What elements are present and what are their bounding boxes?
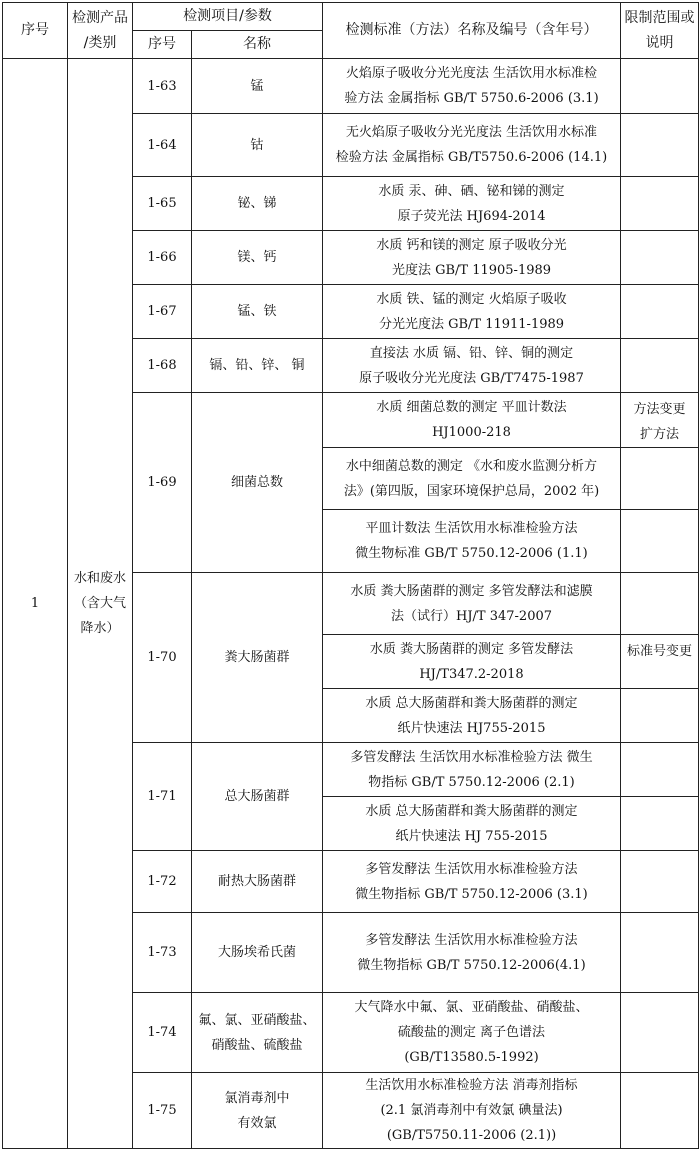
- standard-cell: 火焰原子吸收分光光度法 生活饮用水标准检 验方法 金属指标 GB/T 5750.6-2006 (3.1): [323, 59, 621, 114]
- item-number: 1-68: [133, 339, 192, 393]
- item-name: 大肠埃希氏菌: [192, 913, 323, 993]
- limit-cell: [621, 743, 699, 797]
- limit-cell: [621, 993, 699, 1073]
- limit-cell: [621, 177, 699, 231]
- limit-cell: [621, 114, 699, 177]
- table-row: [3, 59, 699, 114]
- item-number: 1-72: [133, 851, 192, 913]
- limit-cell: 标准号变更: [621, 635, 699, 689]
- limit-cell: [621, 59, 699, 114]
- group-product: 水和废水 （含大气 降水）: [68, 59, 133, 1149]
- header-seq: 序号: [3, 3, 68, 59]
- standard-cell: 水质 总大肠菌群和粪大肠菌群的测定 纸片快速法 HJ 755-2015: [323, 797, 621, 851]
- limit-cell: [621, 797, 699, 851]
- limit-cell: [621, 339, 699, 393]
- item-number: 1-63: [133, 59, 192, 114]
- item-number: 1-75: [133, 1073, 192, 1149]
- standard-cell: 水质 铁、锰的测定 火焰原子吸收 分光光度法 GB/T 11911-1989: [323, 285, 621, 339]
- item-number: 1-67: [133, 285, 192, 339]
- item-name: 铋、锑: [192, 177, 323, 231]
- item-number: 1-73: [133, 913, 192, 993]
- standard-cell: 水中细菌总数的测定 《水和废水监测分析方 法》(第四版，国家环境保护总局，2002 年): [323, 448, 621, 510]
- standard-cell: 水质 汞、砷、硒、铋和锑的测定 原子荧光法 HJ694-2014: [323, 177, 621, 231]
- item-name: 锰、铁: [192, 285, 323, 339]
- item-name: 氟、氯、亚硝酸盐、 硝酸盐、硫酸盐: [192, 993, 323, 1073]
- item-number: 1-71: [133, 743, 192, 851]
- header-product: 检测产品 /类别: [68, 3, 133, 59]
- item-number: 1-74: [133, 993, 192, 1073]
- header-item-group: 检测项目/参数: [133, 3, 323, 31]
- standard-cell: 多管发酵法 生活饮用水标准检验方法 微生物指标 GB/T 5750.12-2006 (3.1): [323, 851, 621, 913]
- item-number: 1-66: [133, 231, 192, 285]
- standard-cell: 多管发酵法 生活饮用水标准检验方法 微生物指标 GB/T 5750.12-2006(4.1): [323, 913, 621, 993]
- item-name: 耐热大肠菌群: [192, 851, 323, 913]
- limit-cell: [621, 573, 699, 635]
- item-name: 氯消毒剂中 有效氯: [192, 1073, 323, 1149]
- item-number: 1-69: [133, 393, 192, 573]
- limit-cell: [621, 913, 699, 993]
- item-name: 镉、铅、锌、 铜: [192, 339, 323, 393]
- header-item-seq: 序号: [133, 31, 192, 59]
- standard-cell: 水质 细菌总数的测定 平皿计数法 HJ1000-218: [323, 393, 621, 448]
- header-item-name: 名称: [192, 31, 323, 59]
- item-name: 钴: [192, 114, 323, 177]
- item-name: 粪大肠菌群: [192, 573, 323, 743]
- standard-cell: 水质 总大肠菌群和粪大肠菌群的测定 纸片快速法 HJ755-2015: [323, 689, 621, 743]
- item-name: 细菌总数: [192, 393, 323, 573]
- standard-cell: 生活饮用水标准检验方法 消毒剂指标 (2.1 氯消毒剂中有效氯 碘量法) (GB/T5750.11-2006 (2.1)): [323, 1073, 621, 1149]
- standard-cell: 无火焰原子吸收分光光度法 生活饮用水标准 检验方法 金属指标 GB/T5750.6-2006 (14.1): [323, 114, 621, 177]
- standard-cell: 平皿计数法 生活饮用水标准检验方法 微生物标准 GB/T 5750.12-2006 (1.1): [323, 510, 621, 573]
- limit-cell: [621, 231, 699, 285]
- limit-cell: [621, 1073, 699, 1149]
- limit-cell: [621, 448, 699, 510]
- limit-cell: [621, 689, 699, 743]
- item-number: 1-70: [133, 573, 192, 743]
- limit-cell: [621, 851, 699, 913]
- item-number: 1-64: [133, 114, 192, 177]
- standard-cell: 直接法 水质 镉、铅、锌、铜的测定 原子吸收分光光度法 GB/T7475-1987: [323, 339, 621, 393]
- item-name: 总大肠菌群: [192, 743, 323, 851]
- item-number: 1-65: [133, 177, 192, 231]
- table-body: [3, 59, 699, 1149]
- standard-cell: 多管发酵法 生活饮用水标准检验方法 微生 物指标 GB/T 5750.12-2006 (2.1): [323, 743, 621, 797]
- group-seq: 1: [3, 59, 68, 1149]
- standard-cell: 大气降水中氟、氯、亚硝酸盐、硝酸盐、 硫酸盐的测定 离子色谱法 (GB/T13580.5-1992): [323, 993, 621, 1073]
- limit-cell: 方法变更 扩方法: [621, 393, 699, 448]
- standard-cell: 水质 粪大肠菌群的测定 多管发酵法和滤膜 法（试行）HJ/T 347-2007: [323, 573, 621, 635]
- limit-cell: [621, 510, 699, 573]
- standard-cell: 水质 钙和镁的测定 原子吸收分光 光度法 GB/T 11905-1989: [323, 231, 621, 285]
- limit-cell: [621, 285, 699, 339]
- standard-cell: 水质 粪大肠菌群的测定 多管发酵法 HJ/T347.2-2018: [323, 635, 621, 689]
- item-name: 镁、钙: [192, 231, 323, 285]
- accreditation-table: [2, 2, 699, 1149]
- header-standard: 检测标准（方法）名称及编号（含年号）: [323, 3, 621, 59]
- header-limit: 限制范围或 说明: [621, 3, 699, 59]
- item-name: 锰: [192, 59, 323, 114]
